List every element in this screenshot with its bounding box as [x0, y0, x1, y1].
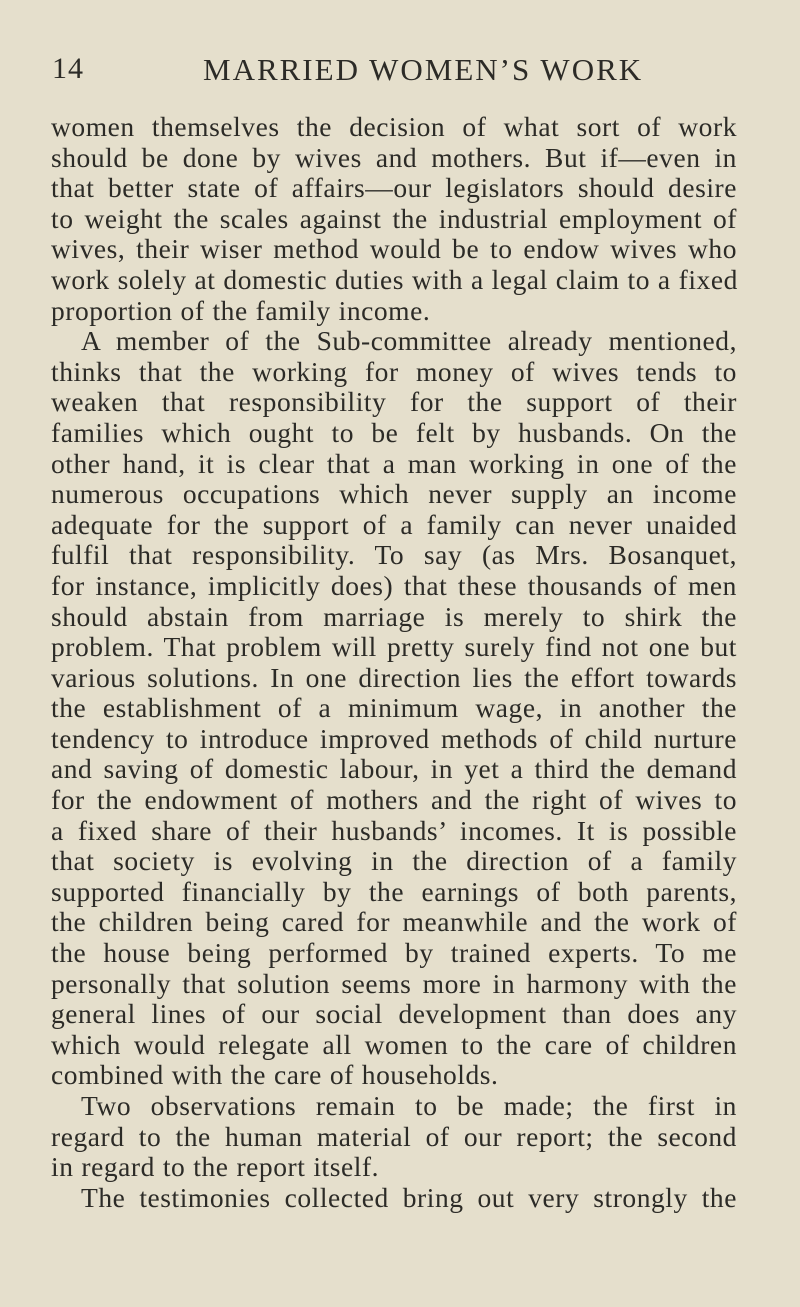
paragraph [51, 1183, 737, 1214]
text-line: proportion of the family income. [51, 294, 431, 326]
text-line: and saving of domestic labour, in yet a third the demand [51, 753, 737, 785]
text-line: the children being cared for meanwhile and the work of [51, 906, 737, 938]
text-line: which would relegate all women to the care of children [51, 1028, 737, 1060]
text-line: other hand, it is clear that a man working in one of the [51, 447, 737, 479]
running-title: MARRIED WOMEN’S WORK [203, 52, 644, 87]
text-line: numerous occupations which never supply an income [51, 478, 737, 510]
text-line: the establishment of a minimum wage, in another the [51, 692, 737, 724]
text-line: general lines of our social development than does any [51, 998, 737, 1030]
text-line: A member of the Sub-committee already mentioned, [81, 325, 737, 357]
paragraph [51, 1091, 737, 1183]
text-line: regard to the human material of our report; the second [51, 1120, 737, 1152]
page-number: 14 [52, 52, 84, 85]
text-line: adequate for the support of a family can never unaided [51, 508, 737, 540]
text-line: for the endowment of mothers and the right of wives to [51, 784, 737, 816]
text-line: to weight the scales against the industrial employment of [51, 202, 737, 234]
text-line: the house being performed by trained experts. To me [51, 937, 737, 969]
text-line: wives, their wiser method would be to endow wives who [51, 233, 737, 265]
text-line: women themselves the decision of what sort of work [51, 111, 737, 142]
text-line: fulfil that responsibility. To say (as Mrs. Bosanquet, [51, 539, 737, 571]
text-line: families which ought to be felt by husbands. On the [51, 416, 737, 448]
text-line: supported financially by the earnings of both parents, [51, 875, 737, 907]
text-line: that better state of affairs—our legislators should desire [51, 172, 737, 204]
body-text [51, 112, 737, 1213]
text-line: tendency to introduce improved methods of child nurture [51, 722, 737, 754]
text-line: that society is evolving in the direction of a family [51, 845, 737, 877]
text-line: in regard to the report itself. [51, 1151, 380, 1183]
text-line: thinks that the working for money of wives tends to [51, 355, 737, 387]
text-line: for instance, implicitly does) that these thousands of men [51, 569, 737, 601]
text-line: a fixed share of their husbands’ incomes. It is possible [51, 814, 737, 846]
text-line: should abstain from marriage is merely to shirk the [51, 600, 737, 632]
text-line: should be done by wives and mothers. But if—even in [51, 141, 737, 173]
text-line: problem. That problem will pretty surely find not one but [51, 631, 737, 663]
paragraph [51, 112, 737, 326]
text-line: Two observations remain to be made; the first in [81, 1090, 737, 1121]
text-line: combined with the care of households. [51, 1059, 499, 1091]
text-line: weaken that responsibility for the support of their [51, 386, 737, 418]
text-line: personally that solution seems more in harmony with the [51, 967, 737, 999]
text-line: work solely at domestic duties with a legal claim to a fixed [51, 263, 738, 295]
paragraph [51, 326, 737, 1091]
text-line: The testimonies collected bring out very strongly the [81, 1181, 737, 1213]
text-line: various solutions. In one direction lies the effort towards [51, 661, 737, 693]
running-head [48, 44, 768, 94]
